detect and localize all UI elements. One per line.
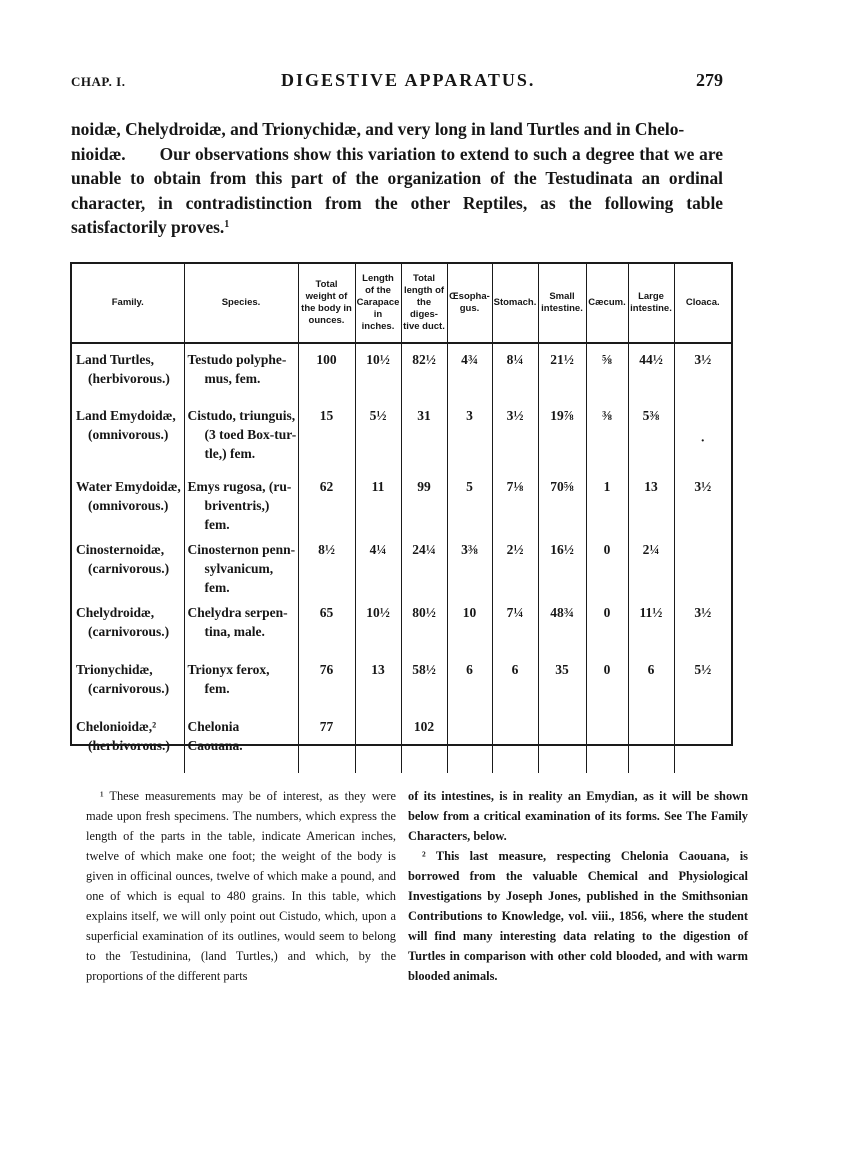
value-cell: 0 [586, 534, 628, 597]
table-row [72, 654, 731, 711]
value-cell [674, 711, 731, 773]
footnote-column-right [408, 786, 748, 986]
value-cell: 5 [447, 471, 492, 534]
value-cell: 15 [298, 400, 355, 471]
value-cell: 77 [298, 711, 355, 773]
species-cell [184, 654, 298, 711]
table-row [72, 711, 731, 773]
species-line: Trionyx ferox, [187, 662, 270, 677]
value-cell: 100 [298, 343, 355, 400]
footnote-1 [86, 786, 396, 986]
page-title: DIGESTIVE APPARATUS. [281, 70, 536, 90]
species-line: Testudo polyphe- [187, 352, 287, 367]
table-row [72, 597, 731, 654]
column-header: Total length of the diges-tive duct. [401, 264, 447, 343]
intro-text: Our observations show this variation to extend to such a degree that we are unable to obtain from this part of the organization of the Testudinata an ordinal character, in contradistinction from the other Reptiles, as the following table satisfactorily proves. [71, 143, 723, 237]
table-row [72, 343, 731, 400]
family-line: (omnivorous.) [88, 498, 169, 513]
value-cell: 99 [401, 471, 447, 534]
intro-line-1: noidæ, Chelydroidæ, and Trionychidæ, and very long in land Turtles and in Chelo- [71, 119, 685, 139]
running-head [71, 70, 721, 94]
family-line: Chelydroidæ, [76, 605, 155, 620]
value-cell [538, 711, 586, 773]
value-cell: 58½ [401, 654, 447, 711]
species-line: Cinosternon penn- [187, 542, 296, 557]
value-cell: 35 [538, 654, 586, 711]
value-cell: 4¾ [447, 343, 492, 400]
family-cell [72, 534, 184, 597]
species-line: fem. [204, 681, 230, 696]
value-cell: 3⅜ [447, 534, 492, 597]
species-line: Chelonia Caouana. [187, 719, 243, 753]
species-cell [184, 597, 298, 654]
value-cell: 6 [628, 654, 674, 711]
footnote-1-text: ¹ These measurements may be of interest, as they were made upon fresh specimens. The numbers, which express the length of the parts in the table, indicate American inches, twelve of which make one foot; the weight of the body is given in officinal ounces, twelve of which make a pound, and one of which is equal to 480 grains. In this table, which explains itself, we will only point out Cistudo, which, upon a superficial examination of its outlines, would seem to belong to the Testudinina, (land Turtles,) and which, by the proportions of the different parts [86, 789, 396, 983]
measurements-table [70, 262, 733, 753]
value-cell: 3 [447, 400, 492, 471]
value-cell: 3½ [674, 343, 731, 400]
value-cell [355, 711, 401, 773]
value-cell: 7¼ [492, 597, 538, 654]
value-cell: 6 [492, 654, 538, 711]
value-cell: 21½ [538, 343, 586, 400]
value-cell: 8½ [298, 534, 355, 597]
species-line: sylvanicum, fem. [204, 561, 274, 595]
value-cell: 10½ [355, 343, 401, 400]
value-cell: 0 [586, 654, 628, 711]
species-line: Cistudo, triunguis, [187, 408, 296, 423]
value-cell: · [674, 400, 731, 471]
species-line: mus, fem. [204, 371, 261, 386]
family-cell [72, 597, 184, 654]
value-cell: 2½ [492, 534, 538, 597]
value-cell: ⅜ [586, 400, 628, 471]
family-line: Chelonioidæ,² [76, 719, 157, 734]
species-cell [184, 343, 298, 400]
value-cell: 62 [298, 471, 355, 534]
value-cell: 11 [355, 471, 401, 534]
column-header: Large intestine. [628, 264, 674, 343]
value-cell [492, 711, 538, 773]
value-cell: 70⅝ [538, 471, 586, 534]
footnote-2-text: ² This last measure, respecting Chelonia Caouana, is borrowed from the valuable Chemical and Physiological Investigations by Joseph Jones, published in the Smithsonian Contributions to Knowledge, vol. viii., 1856, where the student will find many interesting data relating to the digestion of Turtles in comparison with other cold blooded, and with warm blooded animals. [408, 849, 748, 983]
value-cell: 4¼ [355, 534, 401, 597]
species-cell [184, 471, 298, 534]
value-cell: 0 [586, 597, 628, 654]
value-cell: 19⅞ [538, 400, 586, 471]
value-cell: 11½ [628, 597, 674, 654]
family-line: (carnivorous.) [88, 624, 170, 639]
column-header: Length of the Carapace in inches. [355, 264, 401, 343]
value-cell [674, 534, 731, 597]
value-cell: 6 [447, 654, 492, 711]
table-row [72, 400, 731, 471]
family-line: (herbivorous.) [88, 371, 170, 386]
column-header: Family. [72, 264, 184, 343]
value-cell: 3½ [674, 597, 731, 654]
value-cell: 3½ [492, 400, 538, 471]
column-header: Small intestine. [538, 264, 586, 343]
footnote-marker: 1 [224, 219, 230, 230]
value-cell: 65 [298, 597, 355, 654]
column-header: Species. [184, 264, 298, 343]
value-cell: ⅝ [586, 343, 628, 400]
species-cell [184, 711, 298, 773]
column-header: Cæcum. [586, 264, 628, 343]
species-line: briventris,) fem. [204, 498, 270, 532]
species-cell [184, 534, 298, 597]
value-cell: 80½ [401, 597, 447, 654]
footnote-1-continued: of its intestines, is in reality an Emydian, as it will be shown below from a critical examination of its forms. See The Family Characters, below. [408, 789, 748, 843]
value-cell: 13 [628, 471, 674, 534]
table-header-row [72, 264, 731, 343]
value-cell: 5½ [355, 400, 401, 471]
value-cell: 10½ [355, 597, 401, 654]
species-line: tina, male. [204, 624, 265, 639]
table-row [72, 471, 731, 534]
value-cell: 5½ [674, 654, 731, 711]
family-cell [72, 654, 184, 711]
value-cell: 5⅜ [628, 400, 674, 471]
family-line: Trionychidæ, [76, 662, 153, 677]
family-line: Land Emydoidæ, [76, 408, 176, 423]
column-header: Cloaca. [674, 264, 731, 343]
family-cell [72, 471, 184, 534]
intro-paragraph [71, 117, 723, 240]
table-row [72, 534, 731, 597]
family-line: (herbivorous.) [88, 738, 170, 753]
family-line: (carnivorous.) [88, 561, 170, 576]
page-number: 279 [696, 70, 723, 90]
species-line: tle,) fem. [204, 446, 256, 461]
value-cell: 16½ [538, 534, 586, 597]
value-cell [447, 711, 492, 773]
species-cell [184, 400, 298, 471]
value-cell: 3½ [674, 471, 731, 534]
column-header: Œsopha-gus. [447, 264, 492, 343]
value-cell: 10 [447, 597, 492, 654]
value-cell: 7⅛ [492, 471, 538, 534]
value-cell: 24¼ [401, 534, 447, 597]
species-line: (3 toed Box-tur- [204, 427, 297, 442]
value-cell: 44½ [628, 343, 674, 400]
value-cell [586, 711, 628, 773]
family-line: Water Emydoidæ, [76, 479, 181, 494]
value-cell: 82½ [401, 343, 447, 400]
value-cell: 48¾ [538, 597, 586, 654]
value-cell: 2¼ [628, 534, 674, 597]
family-cell [72, 711, 184, 773]
family-line: (carnivorous.) [88, 681, 170, 696]
column-header: Total weight of the body in ounces. [298, 264, 355, 343]
value-cell: 8¼ [492, 343, 538, 400]
family-line: Land Turtles, [76, 352, 155, 367]
chapter-label: CHAP. I. [71, 74, 126, 89]
value-cell [628, 711, 674, 773]
value-cell: 13 [355, 654, 401, 711]
species-line: Chelydra serpen- [187, 605, 288, 620]
species-line: Emys rugosa, (ru- [187, 479, 292, 494]
column-header: Stomach. [492, 264, 538, 343]
family-cell [72, 343, 184, 400]
value-cell: 31 [401, 400, 447, 471]
family-line: (omnivorous.) [88, 427, 169, 442]
value-cell: 1 [586, 471, 628, 534]
value-cell: 76 [298, 654, 355, 711]
value-cell: 102 [401, 711, 447, 773]
intro-line-2: nioidæ. [71, 143, 126, 164]
family-line: Cinosternoidæ, [76, 542, 165, 557]
family-cell [72, 400, 184, 471]
